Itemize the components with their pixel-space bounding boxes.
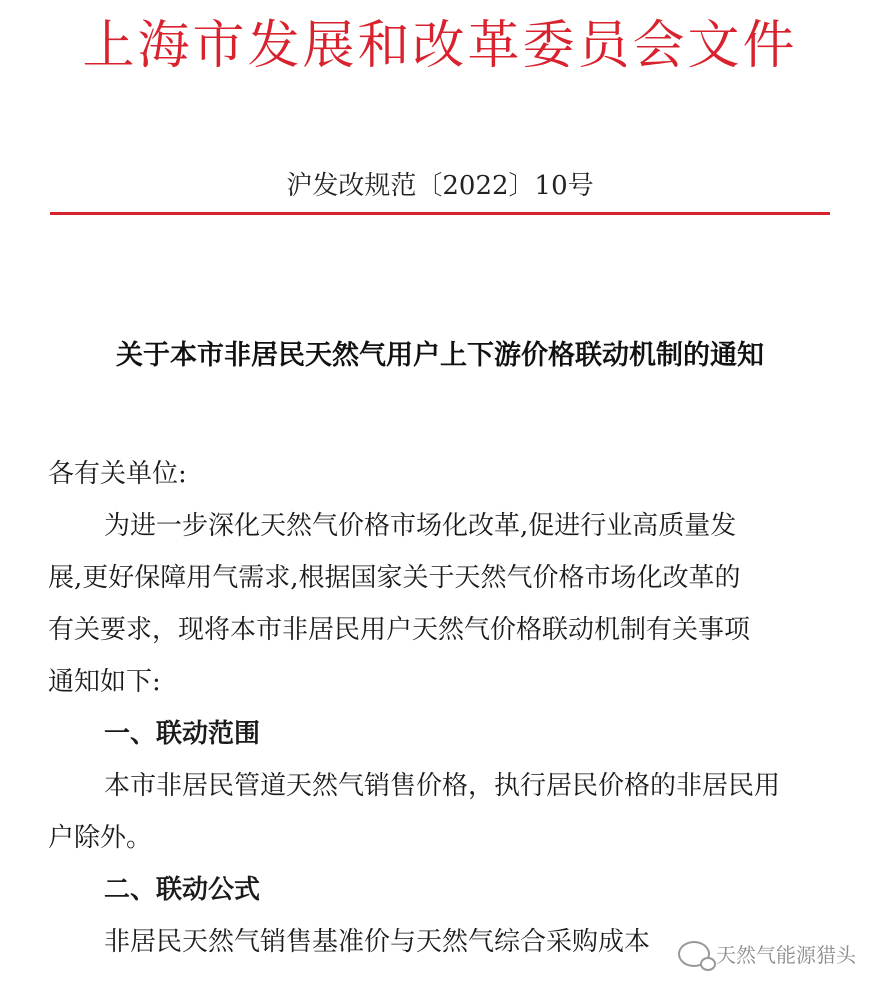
salutation: 各有关单位: [48, 459, 187, 489]
watermark-text: 天然气能源猎头 [716, 943, 856, 967]
document-header-title: 上海市发展和改革委员会文件 [82, 16, 798, 76]
paragraph-line: 展,更好保障用气需求,根据国家关于天然气价格市场化改革的 [48, 563, 741, 593]
section-heading-scope: 一、联动范围 [104, 719, 261, 749]
paragraph-line: 本市非居民管道天然气销售价格，执行居民价格的非居民用 [104, 771, 781, 801]
section-heading-formula: 二、联动公式 [104, 875, 261, 905]
header-divider [50, 212, 830, 215]
watermark [678, 939, 856, 968]
wechat-icon [678, 941, 710, 967]
notice-title: 关于本市非居民天然气用户上下游价格联动机制的通知 [116, 340, 764, 371]
paragraph-line: 通知如下: [48, 667, 161, 697]
paragraph-line: 非居民天然气销售基准价与天然气综合采购成本 [104, 927, 651, 957]
document-number: 沪发改规范〔2022〕10号 [286, 171, 594, 201]
paragraph-line: 户除外。 [48, 823, 153, 853]
paragraph-line: 有关要求，现将本市非居民用户天然气价格联动机制有关事项 [48, 615, 751, 645]
paragraph-line: 为进一步深化天然气价格市场化改革,促进行业高质量发 [104, 511, 737, 541]
notice-body [48, 448, 838, 968]
